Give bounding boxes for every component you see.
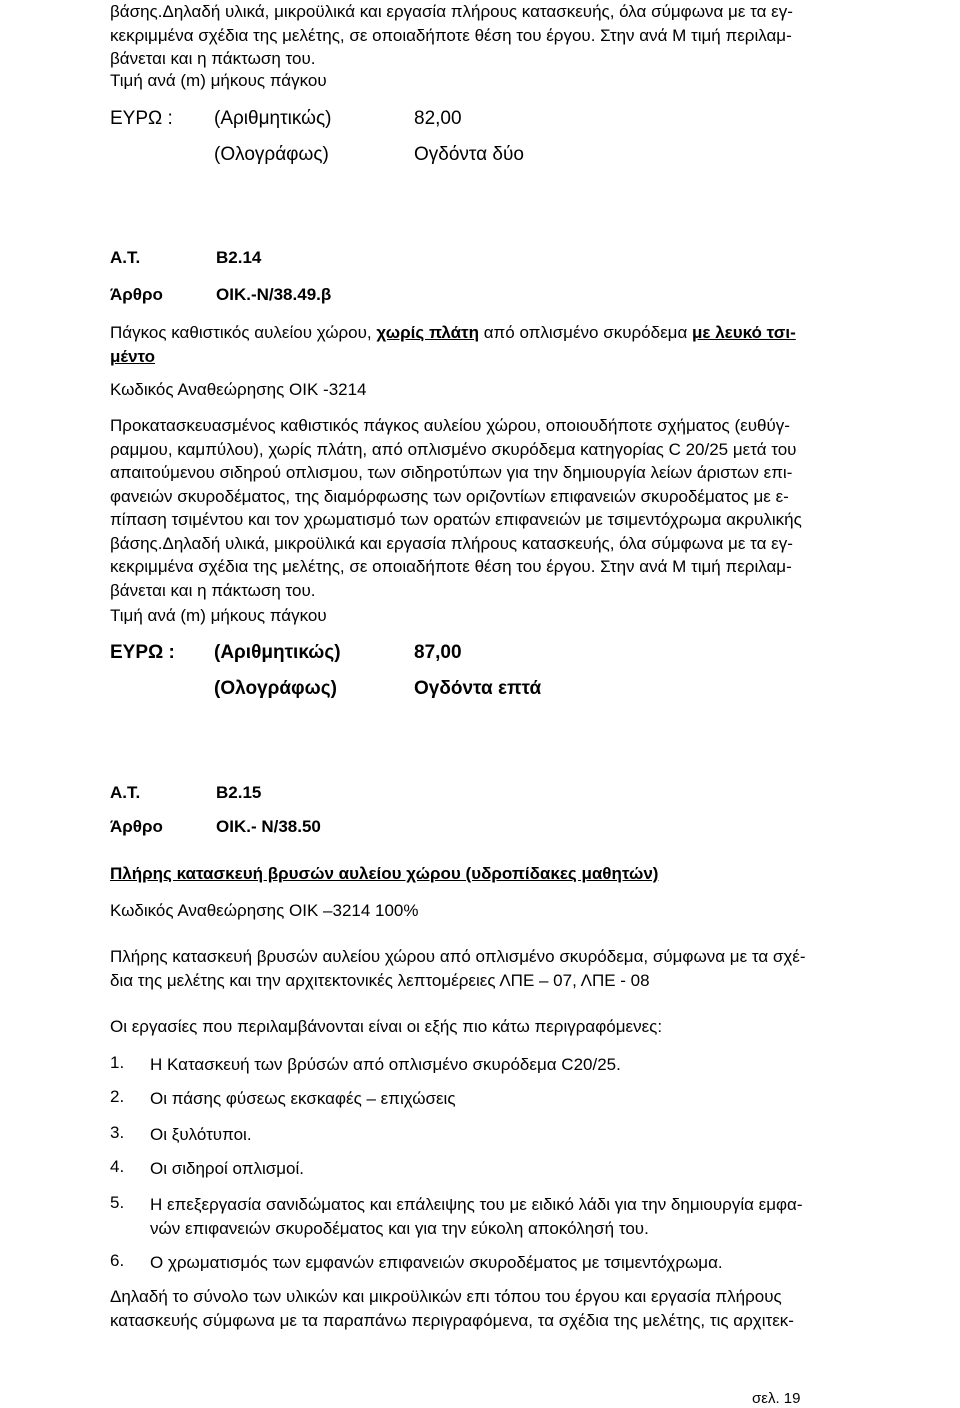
list-item-number: 1. <box>110 1053 125 1072</box>
price-per-text: Τιμή ανά (m) μήκους πάγκου <box>110 606 327 625</box>
numeric-label: (Αριθμητικώς) <box>214 642 341 663</box>
revision-code: Κωδικός Αναθεώρησης ΟΙΚ -3214 <box>110 380 367 399</box>
numeric-value: 87,00 <box>414 642 462 663</box>
page-number: σελ. 19 <box>752 1390 801 1407</box>
list-item-number: 4. <box>110 1157 125 1176</box>
article-label: Άρθρο <box>110 817 163 836</box>
at-value: Β2.14 <box>216 248 262 267</box>
list-item: Η επεξεργασία σανιδώματος και επάλειψης του με ειδικό λάδι για την δημιουργία εμφα- νών επιφανειών σκυροδέματος και για την εύκολη αποκόλησή του. <box>150 1195 803 1238</box>
article-label: Άρθρο <box>110 285 163 304</box>
list-item-number: 5. <box>110 1193 125 1212</box>
euro-label: ΕΥΡΩ : <box>110 642 175 663</box>
article-value: ΟΙΚ.-Ν/38.49.β <box>216 285 332 304</box>
list-item: Οι ξυλότυποι. <box>150 1125 252 1144</box>
words-label: (Ολογράφως) <box>214 678 337 699</box>
numeric-value: 82,00 <box>414 108 462 129</box>
list-item: Η Κατασκευή των βρύσών από οπλισμένο σκυρόδεμα C20/25. <box>150 1055 621 1074</box>
item-description: Πλήρης κατασκευή βρυσών αυλείου χώρου από οπλισμένο σκυρόδεμα, σύμφωνα με τα σχέ- δια της μελέτης και την αρχιτεκτονικές λεπτομέρειες ΛΠΕ – 07, ΛΠΕ - 08 <box>110 947 806 990</box>
at-label: Α.Τ. <box>110 783 141 802</box>
words-label: (Ολογράφως) <box>214 144 329 165</box>
numeric-label: (Αριθμητικώς) <box>214 108 332 129</box>
article-value: ΟΙΚ.- Ν/38.50 <box>216 817 321 836</box>
words-value: Ογδόντα δύο <box>414 144 524 165</box>
euro-label: ΕΥΡΩ : <box>110 108 173 129</box>
item-title: Πλήρης κατασκευή βρυσών αυλείου χώρου (υδροπίδακες μαθητών) <box>110 864 659 883</box>
list-item: Ο χρωματισμός των εμφανών επιφανειών σκυροδέματος με τσιμεντόχρωμα. <box>150 1253 723 1272</box>
at-value: Β2.15 <box>216 783 262 802</box>
list-item-number: 3. <box>110 1123 125 1142</box>
list-item: Οι πάσης φύσεως εκσκαφές – επιχώσεις <box>150 1089 456 1108</box>
item-title: Πάγκος καθιστικός αυλείου χώρου, χωρίς πλάτη από οπλισμένο σκυρόδεμα με λευκό τσι- μέντο <box>110 323 796 366</box>
words-value: Ογδόντα επτά <box>414 678 542 699</box>
revision-code: Κωδικός Αναθεώρησης ΟΙΚ –3214 100% <box>110 901 419 920</box>
item-description: Προκατασκευασμένος καθιστικός πάγκος αυλείου χώρου, οποιουδήποτε σχήματος (ευθύγ- ραμμου, καμπύλου), χωρίς πλάτη, από οπλισμένο σκυρόδεμα κατηγορίας C 20/25 μετά του απαιτούμενου σιδηρού οπλισμου, των σιδηροτύπων για την δημιουργία λείων άριστων επι- φανειών σκυροδέματος, της διαμόρφωσης των οριζοντίων επιφανειών σκυροδέματος με ε- πίπαση τσιμέντου και τον χρωματισμό των ορατών επιφανειών με τσιμεντόχρωμα ακρυλικής βάσης.Δηλαδή υλικά, μικροϋλικά και εργασία πλήρους κατασκευής, όλα σύμφωνα με τα εγ- κεκριμμένα σχέδια της μελέτης, σε οποιαδήποτε θέση του έργου. Στην ανά Μ τιμή περιλαμ- βάνεται και η πάκτωση του. <box>110 416 802 600</box>
works-intro: Οι εργασίες που περιλαμβάνονται είναι οι εξής πιο κάτω περιγραφόμενες: <box>110 1017 663 1036</box>
continuation-text: βάσης.Δηλαδή υλικά, μικροϋλικά και εργασία πλήρους κατασκευής, όλα σύμφωνα με τα εγ- κεκριμμένα σχέδια της μελέτης, σε οποιαδήποτε θέση του έργου. Στην ανά Μ τιμή περιλαμ- βάνεται και η πάκτωση του. <box>110 2 793 68</box>
price-per-text: Τιμή ανά (m) μήκους πάγκου <box>110 71 327 90</box>
at-label: Α.Τ. <box>110 248 141 267</box>
list-item-number: 6. <box>110 1251 125 1270</box>
list-item-number: 2. <box>110 1087 125 1106</box>
closing-paragraph: Δηλαδή το σύνολο των υλικών και μικροϋλικών επι τόπου του έργου και εργασία πλήρους κατασκευής σύμφωνα με τα παραπάνω περιγραφόμενα, τα σχέδια της μελέτης, τις αρχιτεκ- <box>110 1287 794 1330</box>
list-item: Οι σιδηροί οπλισμοί. <box>150 1159 304 1178</box>
